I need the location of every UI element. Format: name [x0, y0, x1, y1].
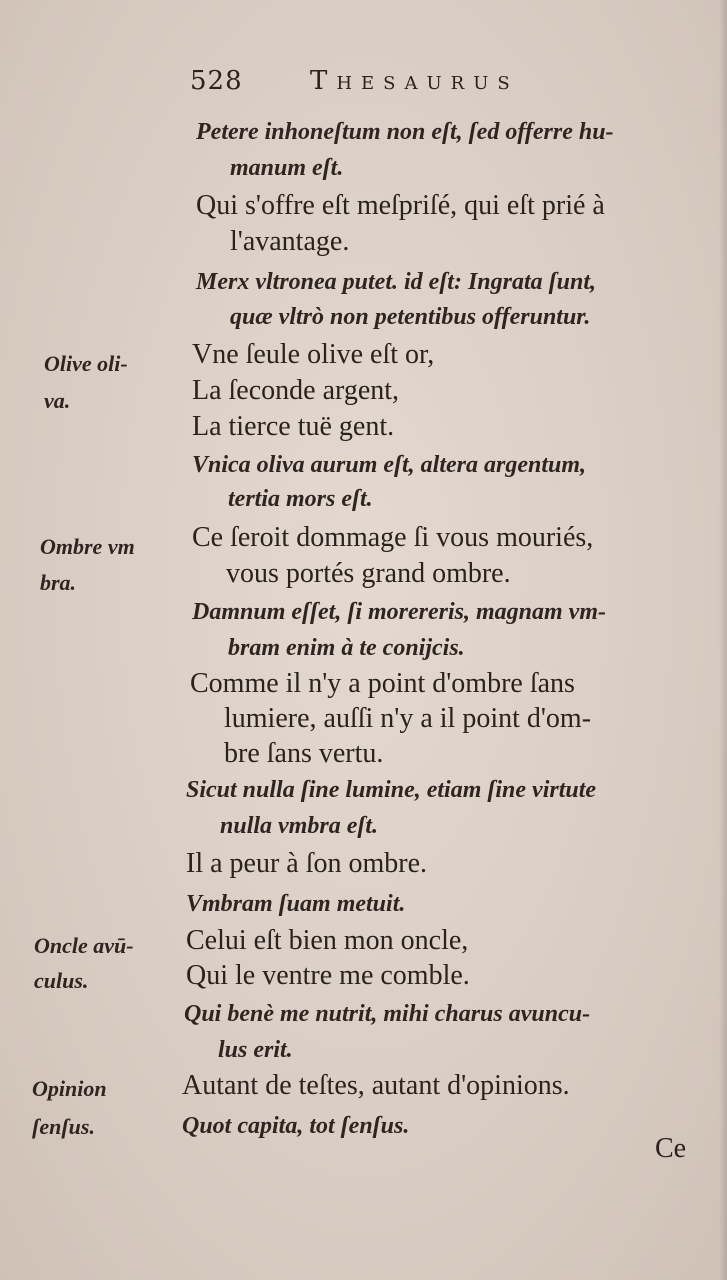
- text-line: quæ vltrò non petentibus offeruntur.: [230, 304, 591, 330]
- text-line: Comme il n'y a point d'ombre ſans: [190, 668, 575, 699]
- text-line: Vmbram ſuam metuit.: [186, 891, 406, 917]
- page-header: [190, 66, 630, 106]
- text-line: Merx vltronea putet. id eſt: Ingrata ſunt,: [196, 269, 597, 295]
- text-line: Petere inhoneſtum non eſt, ſed offerre hu-: [196, 119, 614, 145]
- text-line: Qui benè me nutrit, mihi charus avuncu-: [184, 1001, 591, 1027]
- margin-note: Opinion: [32, 1076, 107, 1101]
- text-line: vous portés grand ombre.: [226, 558, 511, 589]
- text-line: lus erit.: [218, 1037, 293, 1063]
- text-line: Damnum eſſet, ſi morereris, magnam vm-: [192, 599, 606, 625]
- margin-note: Olive oli-: [44, 351, 128, 376]
- margin-note: Ombre vm: [40, 534, 135, 559]
- margin-note: va.: [44, 388, 71, 413]
- margin-note: ſenſus.: [32, 1114, 95, 1139]
- margin-note: Oncle avū-: [34, 933, 134, 958]
- text-line: Qui s'offre eſt meſpriſé, qui eſt prié à: [196, 190, 605, 221]
- text-line: Sicut nulla ſine lumine, etiam ſine virtute: [186, 777, 597, 803]
- text-line: La tierce tuë gent.: [192, 411, 395, 442]
- text-line: Ce ſeroit dommage ſi vous mouriés,: [192, 522, 594, 553]
- margin-note: bra.: [40, 570, 77, 595]
- text-line: bre ſans vertu.: [224, 738, 384, 769]
- text-line: Vne ſeule olive eſt or,: [192, 339, 435, 370]
- catchword: Ce: [655, 1133, 687, 1164]
- text-line: lumiere, auſſi n'y a il point d'om-: [224, 703, 592, 734]
- text-line: Autant de teſtes, autant d'opinions.: [182, 1070, 570, 1101]
- running-title: Thesaurus: [310, 66, 519, 96]
- text-line: l'avantage.: [230, 226, 350, 257]
- text-line: Celui eſt bien mon oncle,: [186, 925, 469, 956]
- text-line: tertia mors eſt.: [228, 486, 373, 512]
- text-line: manum eſt.: [230, 155, 344, 181]
- text-line: Vnica oliva aurum eſt, altera argentum,: [192, 452, 587, 478]
- text-line: Qui le ventre me comble.: [186, 960, 470, 991]
- margin-note: culus.: [34, 968, 89, 993]
- text-line: La ſeconde argent,: [192, 375, 400, 406]
- page-number: 528: [190, 66, 243, 96]
- text-line: Quot capita, tot ſenſus.: [182, 1113, 410, 1139]
- text-line: bram enim à te conijcis.: [228, 635, 465, 661]
- text-line: nulla vmbra eſt.: [220, 813, 379, 839]
- text-line: Il a peur à ſon ombre.: [186, 848, 428, 879]
